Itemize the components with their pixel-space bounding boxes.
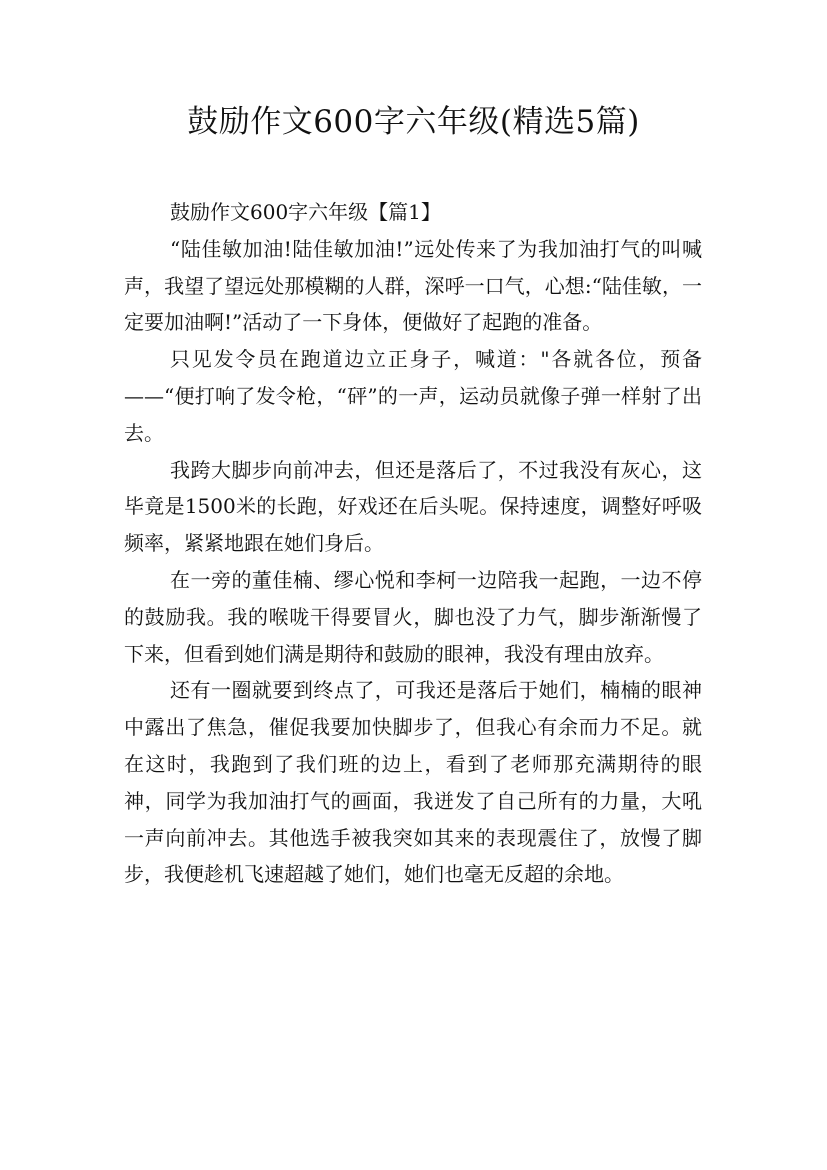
paragraph-2: 只见发令员在跑道边立正身子，喊道："各就各位，预备——“便打响了发令枪，“砰”的一声，运动员就像子弹一样射了出去。 xyxy=(124,347,702,445)
paragraph-4: 在一旁的董佳楠、缪心悦和李柯一边陪我一起跑，一边不停的鼓励我。我的喉咙干得要冒火，脚也没了力气，脚步渐渐慢了下来，但看到她们满是期待和鼓励的眼神，我没有理由放弃。 xyxy=(124,567,702,666)
paragraph-5: 还有一圈就要到终点了，可我还是落后于她们，楠楠的眼神中露出了焦急，催促我要加快脚步了，但我心有余而力不足。就在这时，我跑到了我们班的边上，看到了老师那充满期待的眼神，同学为我加油打气的画面，我迸发了自己所有的力量，大吼一声向前冲去。其他选手被我突如其来的表现震住了，放慢了脚步，我便趁机飞速超越了她们，她们也毫无反超的余地。 xyxy=(124,678,702,887)
section-heading: 鼓励作文600字六年级【篇1】 xyxy=(170,200,441,224)
paragraph-1: “陆佳敏加油!陆佳敏加油!”远处传来了为我加油打气的叫喊声，我望了望远处那模糊的人群，深呼一口气，心想:“陆佳敏，一定要加油啊!”活动了一下身体，便做好了起跑的准备。 xyxy=(124,236,702,335)
paragraph-3: 我跨大脚步向前冲去，但还是落后了，不过我没有灰心，这毕竟是1500米的长跑，好戏还在后头呢。保持速度，调整好呼吸频率，紧紧地跟在她们身后。 xyxy=(124,457,702,556)
document-title: 鼓励作文600字六年级(精选5篇) xyxy=(187,104,640,140)
document-body xyxy=(124,194,702,893)
